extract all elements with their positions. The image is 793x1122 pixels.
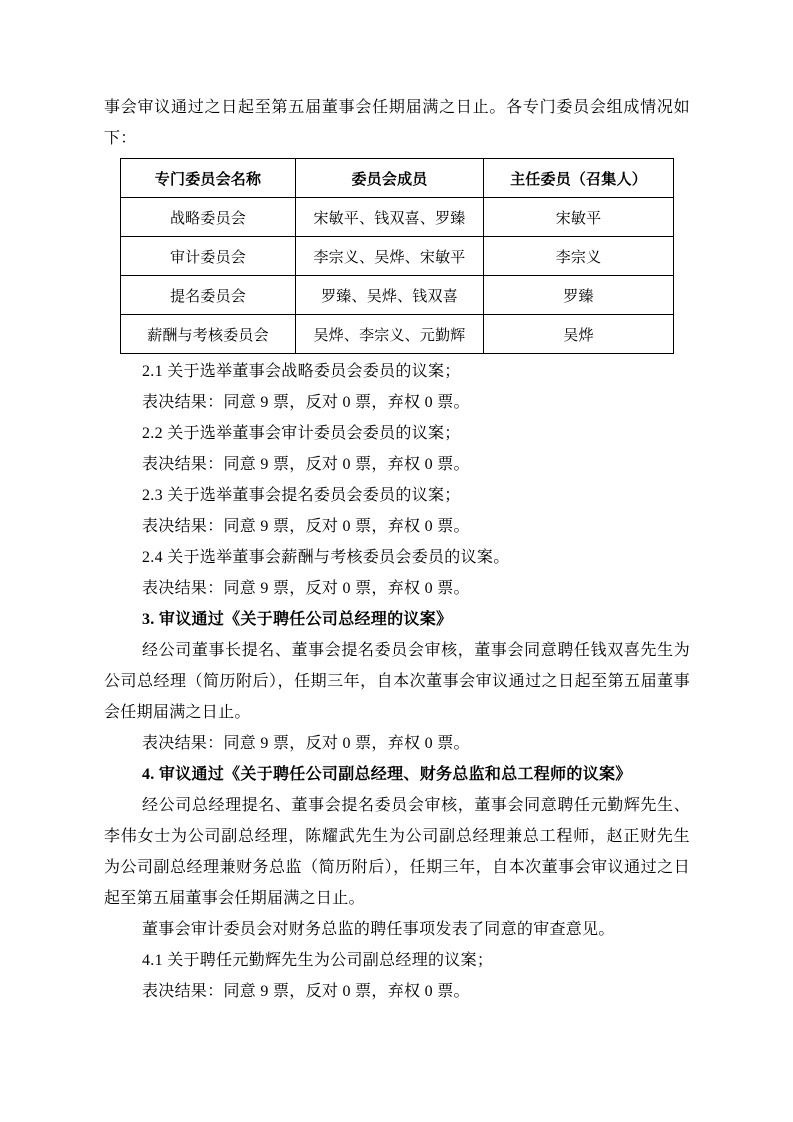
paragraph: 表决结果：同意 9 票，反对 0 票，弃权 0 票。 bbox=[142, 580, 470, 597]
table-cell: 李宗义 bbox=[484, 237, 674, 276]
table-row bbox=[121, 237, 674, 276]
table-cell: 罗臻 bbox=[484, 276, 674, 315]
table-cell: 审计委员会 bbox=[121, 237, 296, 276]
paragraph: 表决结果：同意 9 票，反对 0 票，弃权 0 票。 bbox=[142, 983, 470, 1000]
table-cell: 薪酬与考核委员会 bbox=[121, 315, 296, 354]
paragraphs-container bbox=[104, 356, 690, 1007]
paragraph: 表决结果：同意 9 票，反对 0 票，弃权 0 票。 bbox=[142, 518, 470, 535]
paragraph: 表决结果：同意 9 票，反对 0 票，弃权 0 票。 bbox=[142, 735, 470, 752]
table-row bbox=[121, 276, 674, 315]
table-cell: 李宗义、吴烨、宋敏平 bbox=[296, 237, 484, 276]
paragraph: 2.2 关于选举董事会审计委员会委员的议案； bbox=[142, 425, 461, 442]
table-header-cell: 主任委员（召集人） bbox=[484, 159, 674, 198]
paragraph: 表决结果：同意 9 票，反对 0 票，弃权 0 票。 bbox=[142, 456, 470, 473]
paragraph: 董事会审计委员会对财务总监的聘任事项发表了同意的审查意见。 bbox=[142, 921, 615, 938]
table-row bbox=[121, 315, 674, 354]
table-cell: 吴烨 bbox=[484, 315, 674, 354]
section-heading: 3. 审议通过《关于聘任公司总经理的议案》 bbox=[142, 611, 453, 628]
paragraph: 2.1 关于选举董事会战略委员会委员的议案； bbox=[142, 363, 461, 380]
intro-paragraph: 事会审议通过之日起至第五届董事会任期届满之日止。各专门委员会组成情况如下： bbox=[104, 99, 690, 147]
table-cell: 提名委员会 bbox=[121, 276, 296, 315]
table-body bbox=[121, 198, 674, 354]
paragraph: 经公司董事长提名、董事会提名委员会审核，董事会同意聘任钱双喜先生为公司总经理（简历附后），任期三年，自本次董事会审议通过之日起至第五届董事会任期届满之日止。 bbox=[104, 642, 690, 721]
section-heading: 4. 审议通过《关于聘任公司副总经理、财务总监和总工程师的议案》 bbox=[142, 766, 632, 783]
table-cell: 战略委员会 bbox=[121, 198, 296, 237]
committee-table bbox=[120, 158, 674, 354]
table-cell: 宋敏平 bbox=[484, 198, 674, 237]
table-cell: 吴烨、李宗义、元勤辉 bbox=[296, 315, 484, 354]
table-cell: 罗臻、吴烨、钱双喜 bbox=[296, 276, 484, 315]
table-header-row bbox=[121, 159, 674, 198]
paragraph: 2.3 关于选举董事会提名委员会委员的议案； bbox=[142, 487, 461, 504]
paragraph: 表决结果：同意 9 票，反对 0 票，弃权 0 票。 bbox=[142, 394, 470, 411]
table-cell: 宋敏平、钱双喜、罗臻 bbox=[296, 198, 484, 237]
table-row bbox=[121, 198, 674, 237]
paragraph: 经公司总经理提名、董事会提名委员会审核，董事会同意聘任元勤辉先生、李伟女士为公司副总经理，陈耀武先生为公司副总经理兼总工程师，赵正财先生为公司副总经理兼财务总监（简历附后），任期三年，自本次董事会审议通过之日起至第五届董事会任期届满之日止。 bbox=[104, 797, 690, 907]
table-header-cell: 专门委员会名称 bbox=[121, 159, 296, 198]
paragraph: 2.4 关于选举董事会薪酬与考核委员会委员的议案。 bbox=[142, 549, 510, 566]
paragraph: 4.1 关于聘任元勤辉先生为公司副总经理的议案； bbox=[142, 952, 494, 969]
table-header-cell: 委员会成员 bbox=[296, 159, 484, 198]
